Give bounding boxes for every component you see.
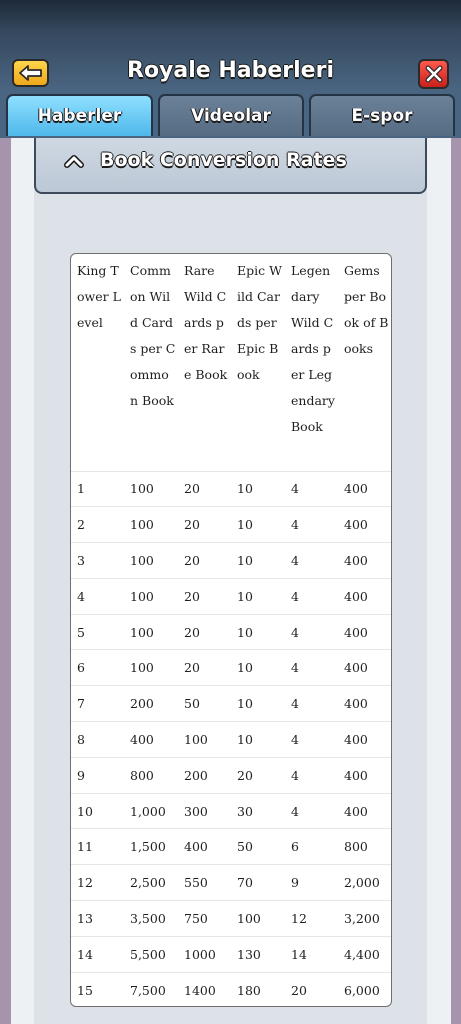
table-row: [71, 543, 391, 579]
table-cell: 7,500: [124, 972, 178, 1007]
table-cell: 3: [71, 543, 124, 579]
table-cell: 11: [71, 829, 124, 865]
table-row: [71, 901, 391, 937]
table-cell: 4,400: [338, 936, 391, 972]
table-cell: 4: [71, 578, 124, 614]
table-cell: 13: [71, 901, 124, 937]
table-cell: 800: [124, 757, 178, 793]
table-cell: 4: [285, 614, 338, 650]
table-cell: 10: [231, 578, 285, 614]
table-cell: 100: [124, 578, 178, 614]
header-king-tower-level: King Tower Level: [77, 263, 121, 330]
table-cell: 5: [71, 614, 124, 650]
table-cell: 50: [231, 829, 285, 865]
table-cell: 10: [231, 507, 285, 543]
table-cell: 100: [124, 507, 178, 543]
table-cell: 100: [124, 471, 178, 507]
table-row: [71, 972, 391, 1007]
table-cell: 200: [178, 757, 231, 793]
table-cell: 2: [71, 507, 124, 543]
table-cell: 1400: [178, 972, 231, 1007]
table-cell: 1: [71, 471, 124, 507]
table-cell: 2,500: [124, 865, 178, 901]
table-cell: 300: [178, 793, 231, 829]
table-cell: 100: [178, 722, 231, 758]
table-cell: 20: [178, 614, 231, 650]
close-icon: [425, 65, 443, 83]
chevron-up-icon: [64, 153, 84, 169]
table-header-row: [71, 254, 391, 471]
table-cell: 4: [285, 686, 338, 722]
table-cell: 800: [338, 829, 391, 865]
header-epic-cards: Epic Wild Cards per Epic Book: [237, 263, 282, 382]
tab-bar: [0, 94, 461, 138]
table-cell: 20: [178, 650, 231, 686]
section-header-book-conversion[interactable]: [34, 138, 427, 194]
table-cell: 50: [178, 686, 231, 722]
close-button[interactable]: [418, 59, 449, 89]
table-cell: 3,200: [338, 901, 391, 937]
table-cell: 400: [338, 686, 391, 722]
table-cell: 180: [231, 972, 285, 1007]
table-row: [71, 614, 391, 650]
table-cell: 14: [285, 936, 338, 972]
table-cell: 400: [338, 614, 391, 650]
conversion-table: [70, 253, 392, 1007]
table-cell: 20: [285, 972, 338, 1007]
table-cell: 4: [285, 757, 338, 793]
table-cell: 5,500: [124, 936, 178, 972]
table-cell: 400: [338, 722, 391, 758]
table-cell: 4: [285, 471, 338, 507]
table-cell: 9: [285, 865, 338, 901]
table-cell: 6: [285, 829, 338, 865]
table-row: [71, 650, 391, 686]
table-cell: 15: [71, 972, 124, 1007]
table-cell: 20: [178, 507, 231, 543]
table-cell: 10: [231, 686, 285, 722]
table-cell: 400: [338, 793, 391, 829]
back-arrow-icon: [18, 64, 44, 82]
header-rare-cards: Rare Wild Cards per Rare Book: [184, 263, 228, 382]
table-cell: 10: [231, 614, 285, 650]
table-cell: 400: [338, 507, 391, 543]
table-cell: 400: [338, 757, 391, 793]
table-cell: 4: [285, 793, 338, 829]
table-row: [71, 722, 391, 758]
table-cell: 2,000: [338, 865, 391, 901]
table-cell: 7: [71, 686, 124, 722]
table-cell: 100: [124, 614, 178, 650]
table-row: [71, 578, 391, 614]
table-row: [71, 793, 391, 829]
table-cell: 9: [71, 757, 124, 793]
table-row: [71, 865, 391, 901]
table-cell: 20: [178, 471, 231, 507]
table-cell: 400: [178, 829, 231, 865]
table-row: [71, 936, 391, 972]
table-cell: 3,500: [124, 901, 178, 937]
table-cell: 130: [231, 936, 285, 972]
table-cell: 100: [124, 543, 178, 579]
table-cell: 10: [231, 650, 285, 686]
table-cell: 10: [231, 543, 285, 579]
page-title: Royale Haberleri: [127, 58, 334, 83]
table-cell: 750: [178, 901, 231, 937]
table-cell: 10: [71, 793, 124, 829]
table-cell: 4: [285, 543, 338, 579]
table-cell: 100: [231, 901, 285, 937]
tab-espor[interactable]: E-spor: [309, 94, 455, 136]
table-cell: 4: [285, 722, 338, 758]
table-cell: 30: [231, 793, 285, 829]
table-cell: 550: [178, 865, 231, 901]
table-cell: 12: [285, 901, 338, 937]
header-gems: Gems per Book of Books: [344, 263, 389, 356]
tab-haberler[interactable]: Haberler: [6, 94, 153, 136]
tab-videolar[interactable]: Videolar: [158, 94, 304, 136]
section-title: Book Conversion Rates: [100, 149, 347, 171]
header-common-cards: Common Wild Cards per Common Book: [130, 263, 176, 408]
table-cell: 400: [338, 543, 391, 579]
table-cell: 6: [71, 650, 124, 686]
table-cell: 4: [285, 507, 338, 543]
table-cell: 20: [231, 757, 285, 793]
table-cell: 4: [285, 650, 338, 686]
back-button[interactable]: [12, 59, 49, 87]
table-row: [71, 686, 391, 722]
table-body: [71, 471, 391, 1007]
table-cell: 100: [124, 650, 178, 686]
table-row: [71, 507, 391, 543]
table-cell: 70: [231, 865, 285, 901]
table-cell: 1,000: [124, 793, 178, 829]
table-cell: 14: [71, 936, 124, 972]
table-cell: 400: [338, 578, 391, 614]
table-row: [71, 829, 391, 865]
table-cell: 20: [178, 578, 231, 614]
table-cell: 6,000: [338, 972, 391, 1007]
table-cell: 4: [285, 578, 338, 614]
table-cell: 10: [231, 471, 285, 507]
header-legendary-cards: Legendary Wild Cards per Legendary Book: [291, 263, 335, 434]
table-row: [71, 471, 391, 507]
table-cell: 8: [71, 722, 124, 758]
table-row: [71, 757, 391, 793]
table-cell: 400: [338, 650, 391, 686]
table-cell: 1000: [178, 936, 231, 972]
table-cell: 12: [71, 865, 124, 901]
table-cell: 200: [124, 686, 178, 722]
table-cell: 400: [338, 471, 391, 507]
table-cell: 10: [231, 722, 285, 758]
table-cell: 20: [178, 543, 231, 579]
table-cell: 400: [124, 722, 178, 758]
table-cell: 1,500: [124, 829, 178, 865]
